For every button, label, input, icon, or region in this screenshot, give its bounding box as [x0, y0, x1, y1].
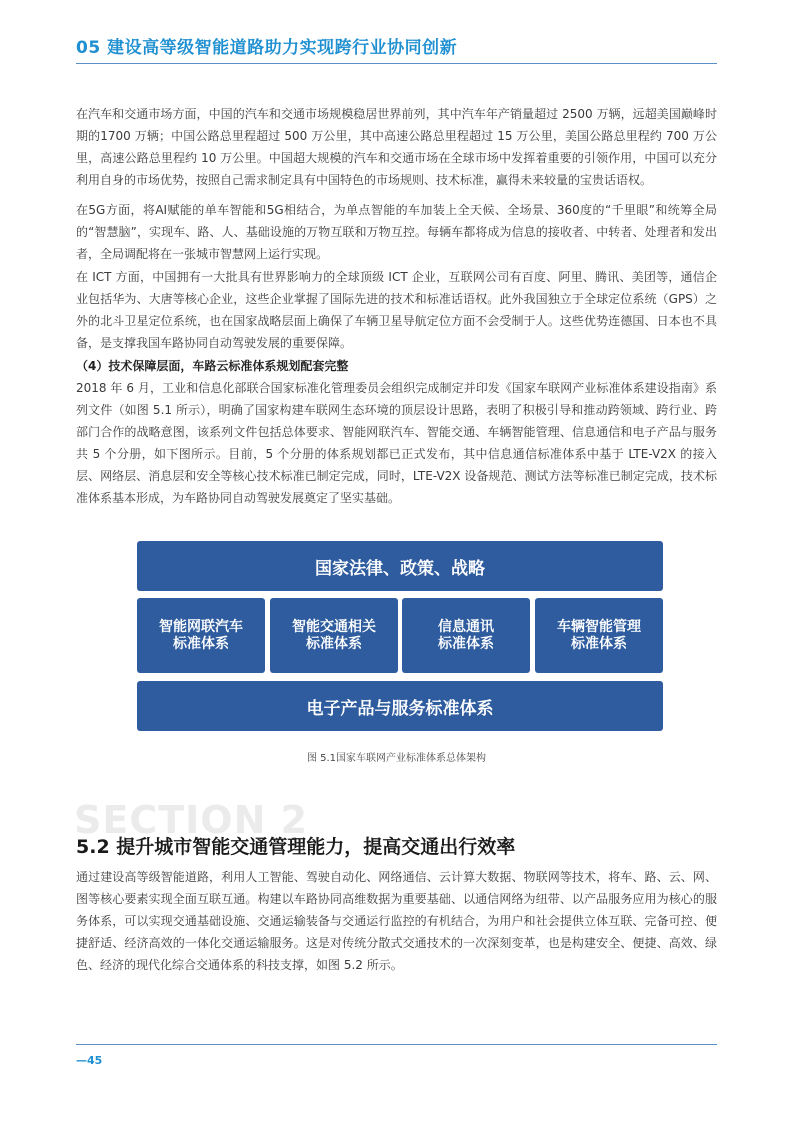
diagram-box-label-line1: 智能交通相关 — [292, 618, 376, 635]
diagram-box-law-policy: 国家法律、政策、战略 — [137, 541, 663, 591]
subheading-tech-guarantee: （4）技术保障层面，车路云标准体系规划配套完整 — [76, 359, 349, 373]
paragraph-standards: 2018 年 6 月，工业和信息化部联合国家标准化管理委员会组织完成制定并印发《国家车联网产业标准体系建设指南》系列文件（如图 5.1 所示），明确了国家构建车联网生态环境的顶层设计思路，表明了积极引导和推动跨领域、跨行业、跨部门合作的战略意图，该系列文件包括总体要求、智能网联汽车、智能交通、车辆智能管理、信息通信和电子产品与服务共 5 个分册，如下图所示。目前，5 个分册的体系规划都已正式发布，其中信息通信标准体系中基于 LTE-V2X 的接入层、网络层、消息层和安全等核心技术标准已制定完成，同时，LTE-V2X 设备规范、测试方法等标准已制定完成，技术标准体系基本形成，为车路协同自动驾驶发展奠定了坚实基础。 — [76, 381, 717, 505]
diagram-box-label-line1: 车辆智能管理 — [557, 618, 641, 635]
diagram-box-label-line2: 标准体系 — [306, 635, 362, 652]
diagram-box-label-line1: 智能网联汽车 — [159, 618, 243, 635]
section-watermark: SECTION 2 — [74, 798, 309, 842]
paragraph-market: 在汽车和交通市场方面，中国的汽车和交通市场规模稳居世界前列，其中汽车年产销量超过 2500 万辆，远超美国巅峰时期的1700 万辆；中国公路总里程超过 500 万公里，其中高速公路总里程超过 15 万公里，美国公路总里程约 700 万公里，高速公路总里程约 10 万公里。中国超大规模的汽车和交通市场在全球市场中发挥着重要的引领作用，中国可以充分利用自身的市场优势，按照自己需求制定具有中国特色的市场规则、技术标准，赢得未来较量的宝贵话语权。 — [76, 107, 717, 187]
diagram-box-vehicle-management — [535, 598, 663, 673]
diagram-box-label-line1: 信息通讯 — [438, 618, 494, 635]
diagram-box-label-line2: 标准体系 — [571, 635, 627, 652]
footer-divider — [76, 1044, 717, 1045]
paragraph-ict: 在 ICT 方面，中国拥有一大批具有世界影响力的全球顶级 ICT 企业，互联网公司有百度、阿里、腾讯、美团等，通信企业包括华为、大唐等核心企业，这些企业掌握了国际先进的技术和标准话语权。此外我国独立于全球定位系统（GPS）之外的北斗卫星定位系统，也在国家战略层面上确保了车辆卫星导航定位方面不会受制于人。这些优势连德国、日本也不具备，是支撑我国车路协同自动驾驶发展的重要保障。 — [76, 270, 717, 350]
diagram-box-info-comm — [402, 598, 530, 673]
page-number: —45 — [76, 1054, 103, 1067]
diagram-box-label-line2: 标准体系 — [438, 635, 494, 652]
diagram-box-label-line2: 标准体系 — [173, 635, 229, 652]
figure-caption: 图 5.1国家车联网产业标准体系总体架构 — [306, 753, 487, 764]
chapter-title: 05 建设高等级智能道路助力实现跨行业协同创新 — [76, 38, 458, 58]
diagram-box-electronics-services: 电子产品与服务标准体系 — [137, 681, 663, 731]
diagram-box-intelligent-transport — [270, 598, 398, 673]
header-divider — [76, 63, 717, 64]
diagram-box-connected-vehicle — [137, 598, 265, 673]
section-title: 5.2 提升城市智能交通管理能力，提高交通出行效率 — [76, 836, 516, 858]
paragraph-section-intro: 通过建设高等级智能道路，利用人工智能、驾驶自动化、网络通信、云计算大数据、物联网等技术，将车、路、云、网、图等核心要素实现全面互联互通。构建以车路协同高维数据为重要基础、以通信网络为纽带、以产品服务应用为核心的服务体系，可以实现交通基础设施、交通运输装备与交通运行监控的有机结合，为用户和社会提供立体互联、完备可控、便捷舒适、经济高效的一体化交通运输服务。这是对传统分散式交通技术的一次深刻变革，也是构建安全、便捷、高效、绿色、经济的现代化综合交通体系的科技支撑，如图 5.2 所示。 — [76, 870, 717, 972]
paragraph-5g: 在5G方面，将AI赋能的单车智能和5G相结合，为单点智能的车加装上全天候、全场景、360度的“千里眼”和统筹全局的“智慧脑”，实现车、路、人、基础设施的万物互联和万物互控。每辆车都将成为信息的接收者、中转者、处理者和发出者，全局调配将在一张城市智慧网上运行实现。 — [76, 203, 717, 261]
standards-architecture-diagram — [137, 541, 663, 732]
